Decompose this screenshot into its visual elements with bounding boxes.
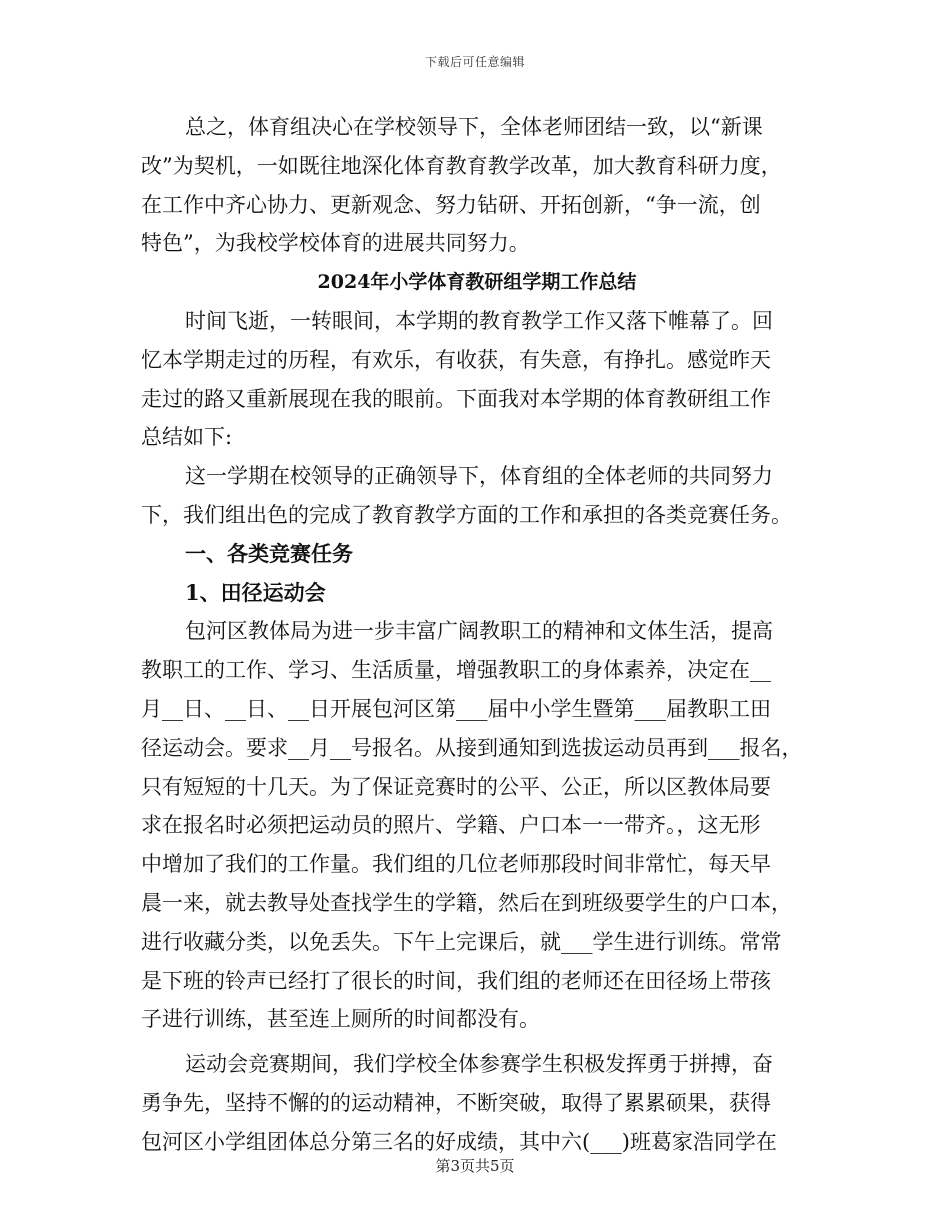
paragraph-line: 忆本学期走过的历程，有欢乐，有收获，有失意，有挣扎。感觉昨天 <box>141 347 771 372</box>
paragraph-line: 运动会竞赛期间，我们学校全体参赛学生积极发挥勇于拼搏，奋 <box>185 1052 773 1077</box>
paragraph-line: 包河区教体局为进一步丰富广阔教职工的精神和文体生活，提高 <box>185 619 773 644</box>
paragraph-line: 教职工的工作、学习、生活质量，增强教职工的身体素养，决定在__ <box>141 658 771 683</box>
document-title: 2024年小学体育教研组学期工作总结 <box>317 271 637 294</box>
paragraph-line: 勇争先，坚持不懈的的运动精神，不断突破，取得了累累硕果，获得 <box>141 1090 771 1115</box>
paragraph-line: 总之，体育组决心在学校领导下，全体老师团结一致，以“新课 <box>185 115 763 139</box>
document-body <box>141 108 813 1162</box>
paragraph-line: 求在报名时必须把运动员的照片、学籍、户口本一一带齐。，这无形 <box>141 813 761 838</box>
page-number: 第3页共5页 <box>435 1157 515 1175</box>
page-header: 下载后可任意编辑 <box>424 55 525 69</box>
paragraph-line: 这一学期在校领导的正确领导下，体育组的全体老师的共同努力 <box>185 464 773 489</box>
paragraph-line: 总结如下: <box>141 425 233 450</box>
paragraph-line: 径运动会。要求__月__号报名。从接到通知到选拔运动员再到___报名， <box>141 735 803 760</box>
paragraph-line: 只有短短的十几天。为了保证竞赛时的公平、公正，所以区教体局要 <box>141 774 771 799</box>
paragraph-line: 特色”，为我校学校体育的进展共同努力。 <box>141 231 530 256</box>
paragraph-line: 进行收藏分类，以免丢失。下午上完课后，就___学生进行训练。常常 <box>141 929 782 954</box>
subsection-heading: 1、田径运动会 <box>185 579 326 605</box>
paragraph-line: 在工作中齐心协力、更新观念、努力钻研、开拓创新，“争一流，创 <box>141 192 761 217</box>
paragraph-line: 改”为契机，一如既往地深化体育教育教学改革，加大教育科研力度， <box>141 153 782 178</box>
paragraph-line: 是下班的铃声已经打了很长的时间，我们组的老师还在田径场上带孩 <box>141 968 771 993</box>
paragraph-line: 走过的路又重新展现在我的眼前。下面我对本学期的体育教研组工作 <box>141 386 771 411</box>
paragraph-line: 中增加了我们的工作量。我们组的几位老师那段时间非常忙，每天早 <box>141 852 771 877</box>
section-heading: 一、各类竞赛任务 <box>185 540 353 566</box>
paragraph-line: 包河区小学组团体总分第三名的好成绩，其中六(___)班葛家浩同学在 <box>141 1129 777 1154</box>
paragraph-line: 子进行训练，甚至连上厕所的时间都没有。 <box>141 1007 540 1032</box>
paragraph-line: 月__日、__日、__日开展包河区第___届中小学生暨第___届教职工田 <box>141 696 771 721</box>
paragraph-line: 时间飞逝，一转眼间，本学期的教育教学工作又落下帷幕了。回 <box>185 308 773 333</box>
paragraph-line: 晨一来，就去教导处查找学生的学籍，然后在到班级要学生的户口本， <box>141 890 792 915</box>
paragraph-line: 下，我们组出色的完成了教育教学方面的工作和承担的各类竞赛任务。 <box>141 502 792 527</box>
